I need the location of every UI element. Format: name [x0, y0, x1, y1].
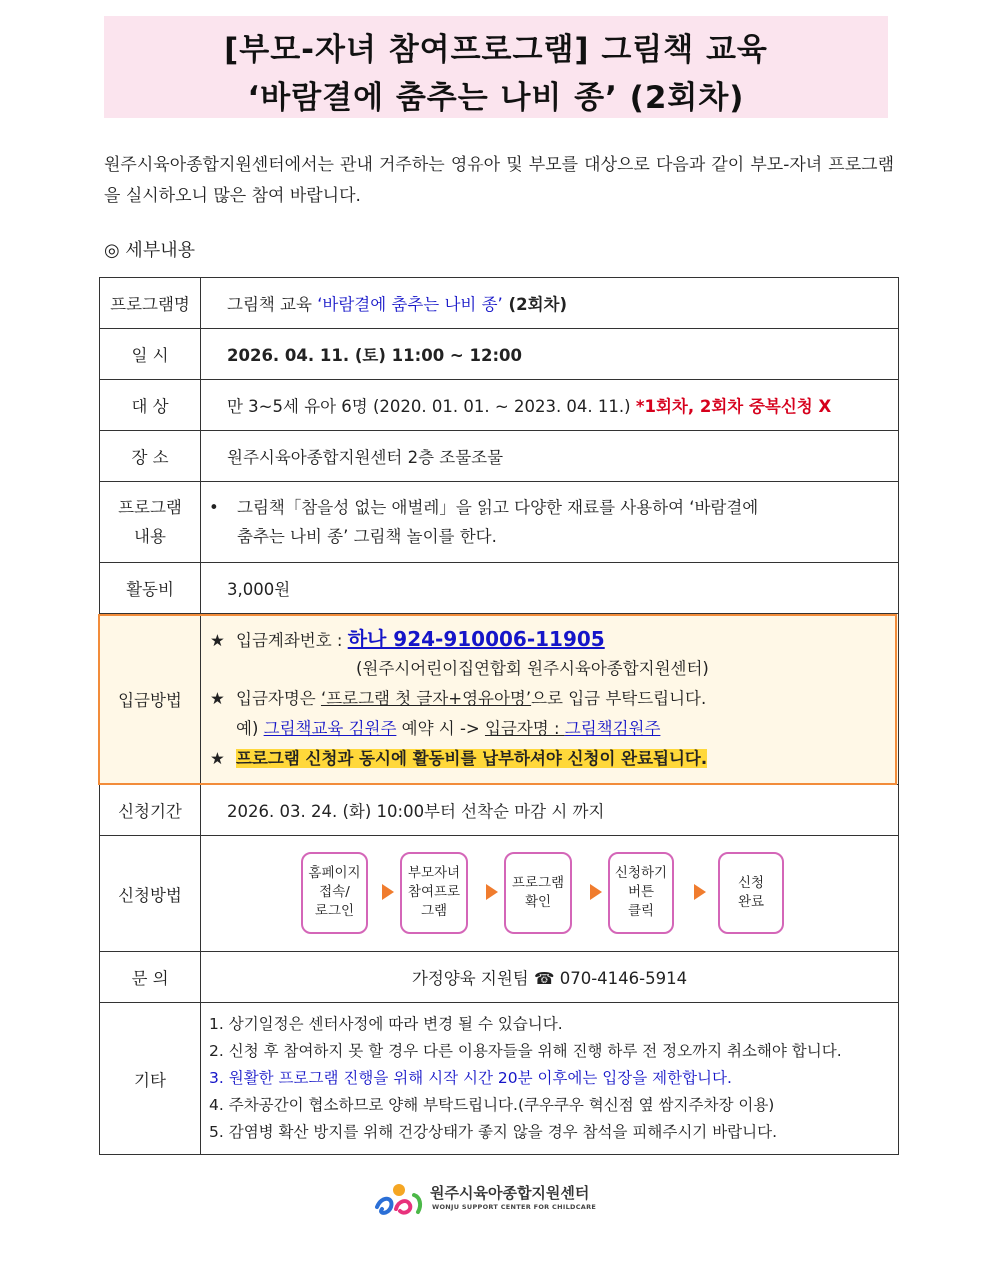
value-inquiry: 가정양육 지원팀 ☎ 070-4146-5914 — [201, 952, 899, 1003]
row-fee — [100, 563, 899, 614]
section-heading: ◎ 세부내용 — [104, 240, 195, 261]
bullet: • — [209, 498, 219, 517]
arrow-right-icon — [694, 884, 706, 900]
center-logo-icon — [374, 1181, 428, 1217]
application-flow — [201, 837, 898, 951]
step-complete: 신청 완료 — [718, 852, 784, 934]
label-target: 대 상 — [100, 380, 201, 431]
content-line-1: 그림책「참을성 없는 애벌레」을 읽고 다양한 재료를 사용하여 ‘바람결에 — [237, 498, 759, 517]
row-payment — [100, 614, 899, 785]
title-line-1: [부모-자녀 참여프로그램] 그림책 교육 — [224, 32, 768, 68]
label-datetime: 일 시 — [100, 329, 201, 380]
row-inquiry — [100, 952, 899, 1003]
row-target — [100, 380, 899, 431]
etc-item: 3. 원활한 프로그램 진행을 위해 시작 시간 20분 이후에는 입장을 제한합니다. — [209, 1069, 732, 1087]
value-period: 2026. 03. 24. (화) 10:00부터 선착순 마감 시 까지 — [201, 785, 899, 836]
value-program — [201, 278, 899, 329]
etc-item: 2. 신청 후 참여하지 못 할 경우 다른 이용자들을 위해 진행 하루 전 정오까지 취소해야 합니다. — [209, 1042, 842, 1060]
details-table — [99, 277, 899, 1155]
value-etc — [201, 1003, 899, 1155]
program-title: ‘바람결에 춤추는 나비 종’ — [317, 295, 503, 314]
label-content: 프로그램 내용 — [100, 482, 201, 563]
step-homepage-login: 홈페이지 접속/ 로그인 — [301, 852, 368, 934]
depositor-format: ‘프로그램 첫 글자+영유아명’ — [320, 689, 532, 708]
intro-paragraph: 원주시육아종합지원센터에서는 관내 거주하는 영유아 및 부모를 대상으로 다음과 같이 부모-자녀 프로그램을 실시하오니 많은 참여 바랍니다. — [104, 155, 894, 206]
arrow-right-icon — [382, 884, 394, 900]
example-label: 입금자명 : — [484, 719, 565, 738]
program-prefix: 그림책 교육 — [227, 295, 318, 314]
step-check-program: 프로그램 확인 — [504, 852, 572, 934]
label-program: 프로그램명 — [100, 278, 201, 329]
value-content — [201, 482, 899, 563]
depositor-prefix: 입금자명은 — [236, 689, 321, 708]
payment-notice: 프로그램 신청과 동시에 활동비를 납부하셔야 신청이 완료됩니다. — [236, 749, 708, 768]
etc-item: 4. 주차공간이 협소하므로 양해 부탁드립니다.(쿠우쿠우 혁신점 옆 쌈지주차장 이용) — [209, 1096, 775, 1114]
account-number: 하나 924-910006-11905 — [347, 627, 605, 651]
value-target — [201, 380, 899, 431]
target-note: *1회차, 2회차 중복신청 X — [635, 397, 832, 416]
row-program — [100, 278, 899, 329]
label-payment: 입금방법 — [100, 614, 201, 785]
row-period — [100, 785, 899, 836]
value-method — [201, 836, 899, 952]
footer-org-name: 원주시육아종합지원센터 — [430, 1184, 590, 1202]
program-session: (2회차) — [502, 295, 567, 314]
etc-item: 1. 상기일정은 센터사정에 따라 변경 될 수 있습니다. — [209, 1015, 563, 1033]
value-place: 원주시육아종합지원센터 2층 조물조물 — [201, 431, 899, 482]
label-etc: 기타 — [100, 1003, 201, 1155]
star-icon: ★ — [210, 689, 225, 708]
etc-item: 5. 감염병 확산 방지를 위해 건강상태가 좋지 않을 경우 참석을 피해주시기 바랍니다. — [209, 1123, 778, 1141]
star-icon: ★ — [210, 631, 225, 650]
example-mid: 예약 시 -> — [396, 719, 485, 738]
value-datetime: 2026. 04. 11. (토) 11:00 ~ 12:00 — [201, 329, 899, 380]
star-icon: ★ — [210, 749, 225, 768]
footer-org-name-en: WONJU SUPPORT CENTER FOR CHILDCARE — [432, 1203, 597, 1211]
arrow-right-icon — [486, 884, 498, 900]
title-banner — [104, 16, 888, 118]
row-place — [100, 431, 899, 482]
row-content — [100, 482, 899, 563]
row-etc — [100, 1003, 899, 1155]
footer-logo — [374, 1179, 614, 1219]
row-method — [100, 836, 899, 952]
example-prefix: 예) — [236, 719, 264, 738]
content-line-2: 춤추는 나비 종’ 그림책 놀이를 한다. — [237, 527, 497, 546]
account-label: 입금계좌번호 : — [236, 631, 348, 650]
label-inquiry: 문 의 — [100, 952, 201, 1003]
label-method: 신청방법 — [100, 836, 201, 952]
label-period: 신청기간 — [100, 785, 201, 836]
arrow-right-icon — [590, 884, 602, 900]
step-click-apply: 신청하기 버튼 클릭 — [608, 852, 674, 934]
label-place: 장 소 — [100, 431, 201, 482]
row-datetime — [100, 329, 899, 380]
target-text: 만 3~5세 유아 6명 (2020. 01. 01. ~ 2023. 04. 11.) — [227, 397, 636, 416]
label-fee: 활동비 — [100, 563, 201, 614]
step-parent-child-program: 부모자녀 참여프로 그램 — [400, 852, 468, 934]
value-fee: 3,000원 — [201, 563, 899, 614]
value-payment — [201, 614, 899, 785]
account-holder: (원주시어린이집연합회 원주시육아종합지원센터) — [356, 659, 709, 678]
depositor-suffix: 으로 입금 부탁드립니다. — [531, 689, 707, 708]
example-name: 그림책김원주 — [564, 719, 661, 738]
example-program: 그림책교육 김원주 — [263, 719, 397, 738]
title-line-2: ‘바람결에 춤추는 나비 종’ (2회차) — [247, 80, 745, 116]
